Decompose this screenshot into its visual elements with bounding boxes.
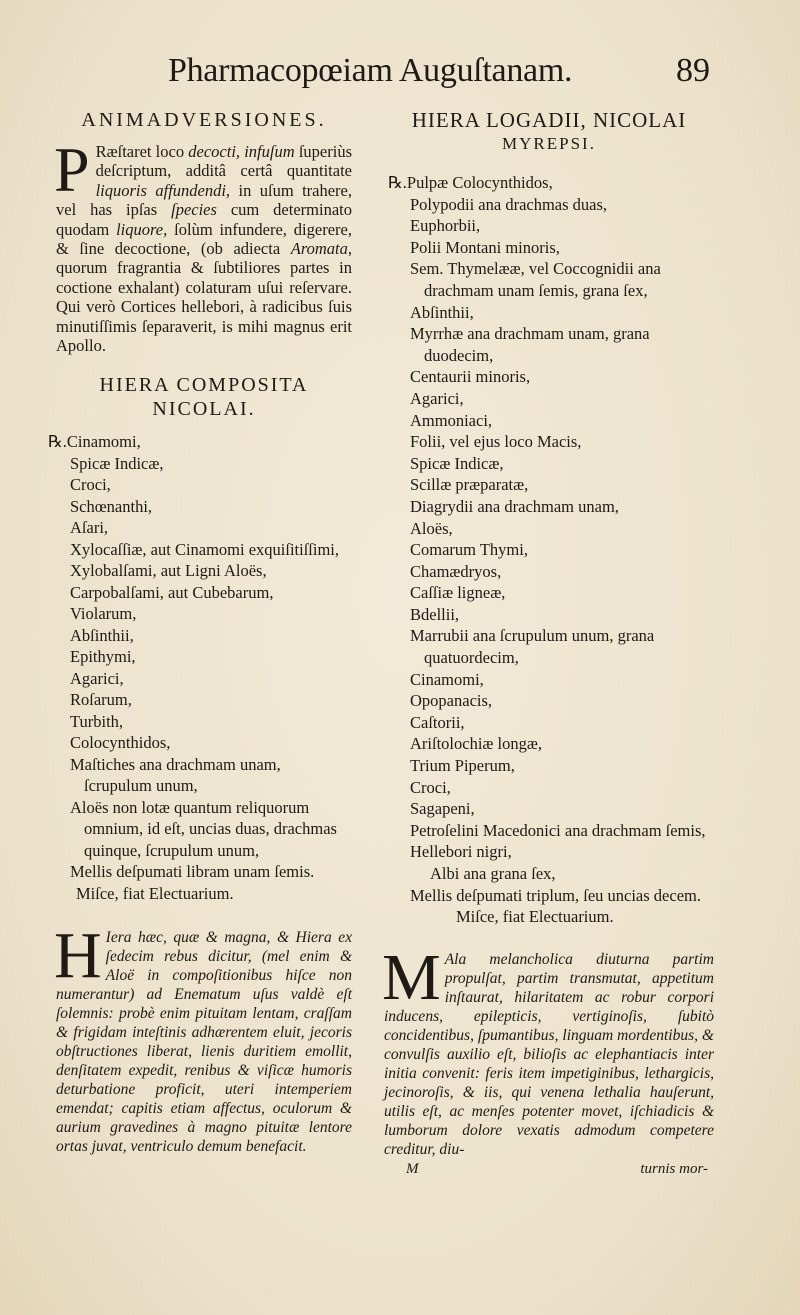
ingredient: Epithymi, (70, 647, 136, 667)
ingredient: Colocynthidos, (70, 733, 171, 753)
ingredient: Abſinthii, (410, 302, 474, 322)
ingredient: Roſarum, (70, 690, 132, 710)
ingredient: Xylobalſami, aut Ligni Aloës, (70, 561, 267, 581)
ingredient: Euphorbii, (410, 216, 481, 236)
ingredient: Folii, vel ejus loco Macis, (410, 432, 582, 452)
ingredient: Marrubii ana ſcrupulum unum, grana quatuordecim, (410, 626, 655, 668)
ingredient: Spicæ Indicæ, (70, 453, 164, 473)
hiera-logadii-note: M Ala melancholica diuturna partim propulſat, partim transmutat, appetitum inſtaurat, hilaritatem ac robur corpori inducens, epilepticis, vertiginoſis, ſubitò concidentibus, ſpumantibus, linguam mordentibus, & convulſis auxilio eſt, bilioſis ac elephantiacis inter initia convenit: feris item impetiginibus, lethargicis, jecinoroſis, & iis, qui venena lethalia hauſerunt, utilis eſt, ac menſes potenter movet, iſchiadicis & lumborum dolore vexatis admodum competere creditur, diu- (382, 940, 714, 1158)
ingredient: Schœnanthi, (70, 496, 153, 516)
hiera-logadii-title-line1: HIERA LOGADII, NICOLAI (411, 108, 687, 132)
ingredient: Polii Montani minoris, (410, 237, 560, 257)
page-number: 89 (676, 52, 710, 89)
hiera-composita-note: H Iera hæc, quæ & magna, & Hiera ex ſedecim rebus dicitur, (mel enim & Aloë in compoſitionibus hiſce non numerantur) ad Enematum uſus valdè eſt ſolemnis: probè enim pituitam lentam, craſſam & frigidam inteſtinis adhærentem eluit, jecoris obſtructiones liberat, lienis duritiem emollit, denſitatem expedit, renibus & viſicæ humoris deturbatione proficit, uteri intemperiem emendat; capitis etiam affectus, oculorum & aurium gravedines à magno pituitæ lentore ortas juvat, ventriculo demum benefacit. (54, 919, 352, 1156)
hiera-logadii-title-line2: MYREPSI. (502, 134, 596, 153)
page-footer (384, 1159, 714, 1181)
drop-cap-m: M (382, 940, 441, 1014)
ingredient: Mellis deſpumati libram unam ſemis. (70, 862, 315, 882)
ingredient: Aloës non lotæ quantum reliquorum omnium, id eſt, uncias duas, drachmas quinque, ſcrupulum unum, (70, 797, 337, 860)
ingredient: Spicæ Indicæ, (410, 453, 504, 473)
recipe-symbol: ℞. (388, 173, 407, 192)
hiera-composita-title-line1: HIERA COMPOSITA (99, 374, 309, 397)
ingredient: Agarici, (410, 388, 464, 408)
left-column (48, 108, 352, 1156)
ingredient: Croci, (410, 777, 451, 797)
ingredient: Violarum, (70, 604, 137, 624)
ingredient: Ammoniaci, (410, 410, 493, 430)
ingredient: Hellebori nigri, (410, 842, 512, 862)
animadversiones-heading: ANIMADVERSIONES. (81, 109, 327, 131)
ingredient: Sem. Thymelææ, vel Coccognidii ana drachmam unam ſemis, grana ſex, (410, 259, 661, 300)
right-column (384, 108, 714, 1181)
ingredient: Diagrydii ana drachmam unam, (410, 496, 619, 516)
ingredient: Carpobalſami, aut Cubebarum, (70, 582, 274, 602)
hiera-composita-title-line2: NICOLAI. (152, 398, 256, 421)
ingredient: Centaurii minoris, (410, 367, 531, 387)
ingredient: Agarici, (70, 668, 124, 688)
ingredient: Mellis deſpumati triplum, ſeu uncias decem. (410, 885, 701, 905)
ingredient: Aſari, (70, 518, 109, 538)
ingredient: Aloës, (410, 518, 453, 538)
ingredient: Bdellii, (410, 604, 460, 624)
ingredient: Miſce, fiat Electuarium. (456, 907, 614, 927)
ingredient: Albi ana grana ſex, (430, 864, 556, 883)
ingredient: Chamædryos, (410, 561, 502, 581)
hiera-logadii-ingredients (388, 172, 714, 928)
ingredient: Croci, (70, 475, 111, 495)
ingredient: Scillæ præparatæ, (410, 475, 529, 495)
ingredient: Trium Piperum, (410, 756, 515, 776)
running-title: Pharmacopœiam Auguſtanam. (168, 52, 573, 89)
ingredient: Cinamomi, (410, 669, 484, 689)
ingredient: ℞.Cinamomi, (48, 432, 141, 452)
drop-cap-p: P (54, 134, 90, 205)
drop-cap-h: H (54, 919, 102, 993)
ingredient: Miſce, fiat Electuarium. (76, 883, 234, 903)
signature-mark: M (406, 1160, 419, 1177)
ingredient: Ariſtolochiæ longæ, (410, 734, 542, 754)
ingredient: Turbith, (70, 711, 124, 731)
animadversiones-paragraph: P Ræſtaret loco decocti, infuſum ſuperiùs deſcriptum, additâ certâ quantitate liquoris affundendi, in uſum trahere, vel has ipſas ſpecies cum determinato quodam liquore, ſolùm infundere, digerere, & ſine decoctione, (ob adiecta Aromata, quorum fragrantia & ſubtiliores partes in coctione exhalant) colaturam uſui reſervare. Qui verò Cortices hellebori, à radicibus ſuis minutiſſimis ſeparaverit, is mihi magnus erit Apollo. (54, 134, 352, 356)
ingredient: Abſinthii, (70, 625, 134, 645)
ingredient: Petroſelini Macedonici ana drachmam ſemis, (410, 820, 706, 840)
page-header (0, 52, 800, 108)
ingredient: Opopanacis, (410, 691, 493, 711)
ingredient: Myrrhæ ana drachmam unam, grana duodecim, (410, 324, 650, 365)
ingredient: Xylocaſſiæ, aut Cinamomi exquiſitiſſimi, (70, 539, 340, 559)
ingredient: Comarum Thymi, (410, 540, 528, 560)
ingredient: Sagapeni, (410, 799, 475, 819)
ingredient: Caſtorii, (410, 712, 465, 732)
hiera-composita-ingredients (48, 431, 352, 904)
ingredient: ℞.Pulpæ Colocynthidos, (388, 173, 553, 192)
ingredient: Maſtiches ana drachmam unam, ſcrupulum unum, (70, 754, 281, 796)
ingredient: Caſſiæ ligneæ, (410, 583, 506, 603)
recipe-symbol: ℞. (48, 432, 67, 452)
ingredient: Polypodii ana drachmas duas, (410, 194, 608, 214)
catchword: turnis mor- (640, 1160, 708, 1177)
